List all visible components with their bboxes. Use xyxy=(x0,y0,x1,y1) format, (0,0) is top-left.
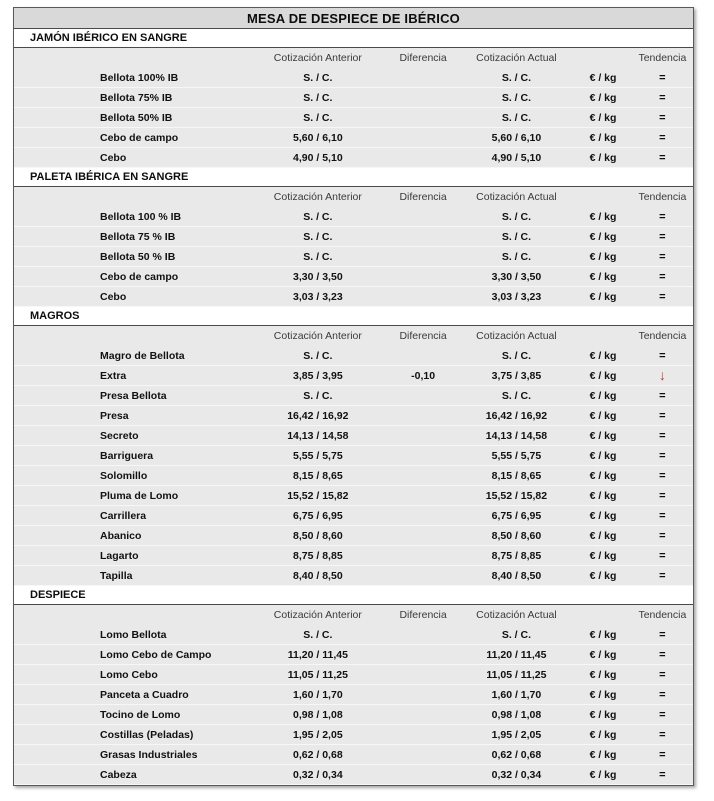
trend-down-icon: ↓ xyxy=(658,367,666,383)
product-row xyxy=(14,68,693,88)
product-name: Abanico xyxy=(100,529,142,542)
col-header-cotizacion-actual: Cotización Actual xyxy=(476,191,557,203)
quote-anterior: 8,75 / 8,85 xyxy=(293,549,343,562)
unit-label: € / kg xyxy=(589,549,617,562)
quote-anterior: 11,05 / 11,25 xyxy=(287,668,348,681)
trend-cell xyxy=(632,550,693,562)
trend-cell xyxy=(632,709,693,721)
unit-label: € / kg xyxy=(589,728,617,741)
trend-cell xyxy=(632,649,693,661)
trend-equal-icon: = xyxy=(659,250,666,263)
quote-anterior: 1,95 / 2,05 xyxy=(293,728,343,741)
trend-cell xyxy=(632,410,693,422)
product-name: Solomillo xyxy=(100,469,148,482)
quote-anterior: S. / C. xyxy=(303,111,333,124)
product-row xyxy=(14,745,693,765)
quote-actual: 6,75 / 6,95 xyxy=(491,509,542,522)
unit-label: € / kg xyxy=(589,748,617,761)
trend-equal-icon: = xyxy=(659,569,666,582)
product-name: Presa Bellota xyxy=(100,389,167,402)
trend-equal-icon: = xyxy=(659,290,666,303)
col-header-cotizacion-actual: Cotización Actual xyxy=(476,609,557,621)
product-name: Bellota 75% IB xyxy=(100,91,173,104)
product-row xyxy=(14,645,693,665)
quote-actual: 14,13 / 14,58 xyxy=(485,429,548,442)
trend-equal-icon: = xyxy=(659,389,666,402)
unit-label: € / kg xyxy=(589,429,617,442)
product-row xyxy=(14,446,693,466)
quote-actual: 5,55 / 5,75 xyxy=(491,449,542,462)
quote-anterior: 8,40 / 8,50 xyxy=(293,569,343,582)
product-row xyxy=(14,406,693,426)
trend-cell xyxy=(632,271,693,283)
quote-actual: S. / C. xyxy=(501,91,532,104)
unit-label: € / kg xyxy=(589,230,617,243)
quote-actual: 1,95 / 2,05 xyxy=(491,728,542,741)
quote-actual: 15,52 / 15,82 xyxy=(485,489,548,502)
product-row xyxy=(14,386,693,406)
col-header-diferencia: Diferencia xyxy=(399,609,447,621)
product-name: Presa xyxy=(100,409,129,422)
quote-anterior: 14,13 / 14,58 xyxy=(287,429,349,442)
section-title: DESPIECE xyxy=(30,589,86,601)
trend-cell xyxy=(632,629,693,641)
quote-actual: 8,75 / 8,85 xyxy=(491,549,542,562)
product-row xyxy=(14,546,693,566)
quote-anterior: 0,98 / 1,08 xyxy=(293,708,343,721)
quote-anterior: 3,30 / 3,50 xyxy=(293,270,343,283)
unit-label: € / kg xyxy=(589,210,617,223)
trend-equal-icon: = xyxy=(659,429,666,442)
unit-label: € / kg xyxy=(589,628,617,641)
quote-anterior: 0,32 / 0,34 xyxy=(293,768,343,781)
quote-actual: 11,20 / 11,45 xyxy=(486,648,547,661)
section-title: MAGROS xyxy=(30,310,80,322)
trend-cell xyxy=(632,470,693,482)
trend-cell xyxy=(632,368,693,383)
product-row xyxy=(14,526,693,546)
unit-label: € / kg xyxy=(589,768,617,781)
trend-equal-icon: = xyxy=(659,748,666,761)
quote-anterior: 16,42 / 16,92 xyxy=(287,409,349,422)
col-header-diferencia: Diferencia xyxy=(399,330,447,342)
product-name: Lomo Cebo de Campo xyxy=(100,648,212,661)
unit-label: € / kg xyxy=(589,648,617,661)
quote-anterior: 5,60 / 6,10 xyxy=(293,131,343,144)
unit-label: € / kg xyxy=(589,409,617,422)
section-header xyxy=(14,586,693,605)
col-header-cotizacion-actual: Cotización Actual xyxy=(476,330,557,342)
unit-label: € / kg xyxy=(589,290,617,303)
trend-equal-icon: = xyxy=(659,768,666,781)
quote-anterior: 11,20 / 11,45 xyxy=(287,648,348,661)
page-title: MESA DE DESPIECE DE IBÉRICO xyxy=(14,8,693,29)
column-header-row xyxy=(14,326,693,346)
quote-diferencia: -0,10 xyxy=(411,369,436,382)
product-name: Cebo xyxy=(100,290,127,303)
product-name: Extra xyxy=(100,369,127,382)
trend-cell xyxy=(632,350,693,362)
product-name: Cebo de campo xyxy=(100,131,179,144)
product-row xyxy=(14,247,693,267)
trend-cell xyxy=(632,390,693,402)
trend-cell xyxy=(632,92,693,104)
unit-label: € / kg xyxy=(589,529,617,542)
quote-anterior: 15,52 / 15,82 xyxy=(287,489,349,502)
col-header-tendencia: Tendencia xyxy=(638,609,687,621)
product-name: Bellota 100% IB xyxy=(100,71,179,84)
quote-anterior: S. / C. xyxy=(303,91,333,104)
trend-equal-icon: = xyxy=(659,509,666,522)
quote-anterior: S. / C. xyxy=(303,389,333,402)
product-name: Costillas (Peladas) xyxy=(100,728,194,741)
quote-anterior: 3,85 / 3,95 xyxy=(293,369,343,382)
product-row xyxy=(14,506,693,526)
trend-cell xyxy=(632,152,693,164)
quote-actual: 8,50 / 8,60 xyxy=(491,529,542,542)
quote-actual: 0,32 / 0,34 xyxy=(491,768,542,781)
quote-anterior: 3,03 / 3,23 xyxy=(293,290,343,303)
trend-equal-icon: = xyxy=(659,688,666,701)
product-name: Secreto xyxy=(100,429,139,442)
col-header-cotizacion-anterior: Cotización Anterior xyxy=(273,609,362,621)
quote-actual: S. / C. xyxy=(501,71,532,84)
trend-cell xyxy=(632,530,693,542)
trend-cell xyxy=(632,430,693,442)
product-name: Panceta a Cuadro xyxy=(100,688,189,701)
trend-equal-icon: = xyxy=(659,151,666,164)
product-name: Bellota 75 % IB xyxy=(100,230,176,243)
trend-cell xyxy=(632,490,693,502)
product-name: Cabeza xyxy=(100,768,137,781)
product-row xyxy=(14,486,693,506)
col-header-tendencia: Tendencia xyxy=(638,52,687,64)
product-name: Magro de Bellota xyxy=(100,349,185,362)
product-name: Lomo Bellota xyxy=(100,628,167,641)
unit-label: € / kg xyxy=(589,449,617,462)
quote-actual: S. / C. xyxy=(501,389,532,402)
trend-equal-icon: = xyxy=(659,230,666,243)
quote-actual: 1,60 / 1,70 xyxy=(491,688,542,701)
quote-actual: 8,40 / 8,50 xyxy=(491,569,542,582)
unit-label: € / kg xyxy=(589,569,617,582)
trend-cell xyxy=(632,132,693,144)
product-name: Lagarto xyxy=(100,549,139,562)
unit-label: € / kg xyxy=(589,688,617,701)
quote-actual: 5,60 / 6,10 xyxy=(491,131,542,144)
trend-equal-icon: = xyxy=(659,628,666,641)
product-row xyxy=(14,148,693,168)
trend-equal-icon: = xyxy=(659,728,666,741)
quote-anterior: S. / C. xyxy=(303,349,333,362)
trend-equal-icon: = xyxy=(659,71,666,84)
product-name: Tapilla xyxy=(100,569,133,582)
product-row xyxy=(14,108,693,128)
product-name: Bellota 50% IB xyxy=(100,111,173,124)
quote-anterior: 8,50 / 8,60 xyxy=(293,529,343,542)
trend-cell xyxy=(632,570,693,582)
trend-cell xyxy=(632,291,693,303)
col-header-tendencia: Tendencia xyxy=(638,330,687,342)
trend-cell xyxy=(632,231,693,243)
product-row xyxy=(14,685,693,705)
trend-cell xyxy=(632,729,693,741)
unit-label: € / kg xyxy=(589,349,617,362)
price-table xyxy=(13,7,694,786)
unit-label: € / kg xyxy=(589,71,617,84)
section-header xyxy=(14,307,693,326)
trend-equal-icon: = xyxy=(659,668,666,681)
trend-equal-icon: = xyxy=(659,131,666,144)
quote-anterior: S. / C. xyxy=(303,230,333,243)
product-row xyxy=(14,466,693,486)
product-name: Bellota 50 % IB xyxy=(100,250,176,263)
quote-anterior: 0,62 / 0,68 xyxy=(293,748,343,761)
trend-cell xyxy=(632,251,693,263)
unit-label: € / kg xyxy=(589,469,617,482)
trend-equal-icon: = xyxy=(659,648,666,661)
quote-actual: 0,62 / 0,68 xyxy=(491,748,542,761)
unit-label: € / kg xyxy=(589,369,617,382)
trend-cell xyxy=(632,450,693,462)
trend-equal-icon: = xyxy=(659,708,666,721)
section-header xyxy=(14,29,693,48)
quote-anterior: S. / C. xyxy=(303,250,333,263)
quote-actual: S. / C. xyxy=(501,628,532,641)
col-header-diferencia: Diferencia xyxy=(399,191,447,203)
unit-label: € / kg xyxy=(589,668,617,681)
section-title: PALETA IBÉRICA EN SANGRE xyxy=(30,171,189,183)
quote-actual: 16,42 / 16,92 xyxy=(485,409,548,422)
trend-cell xyxy=(632,211,693,223)
col-header-cotizacion-anterior: Cotización Anterior xyxy=(273,52,362,64)
product-row xyxy=(14,705,693,725)
unit-label: € / kg xyxy=(589,131,617,144)
quote-anterior: S. / C. xyxy=(303,628,333,641)
product-row xyxy=(14,207,693,227)
quote-actual: 3,75 / 3,85 xyxy=(491,369,542,382)
trend-equal-icon: = xyxy=(659,91,666,104)
product-row xyxy=(14,88,693,108)
product-name: Tocino de Lomo xyxy=(100,708,181,721)
unit-label: € / kg xyxy=(589,91,617,104)
product-row xyxy=(14,227,693,247)
col-header-tendencia: Tendencia xyxy=(638,191,687,203)
quote-actual: 3,30 / 3,50 xyxy=(491,270,542,283)
product-name: Pluma de Lomo xyxy=(100,489,179,502)
trend-cell xyxy=(632,669,693,681)
trend-equal-icon: = xyxy=(659,210,666,223)
quote-actual: 11,05 / 11,25 xyxy=(486,668,547,681)
product-name: Cebo de campo xyxy=(100,270,179,283)
trend-cell xyxy=(632,769,693,781)
quote-actual: S. / C. xyxy=(501,349,532,362)
product-name: Barriguera xyxy=(100,449,154,462)
trend-equal-icon: = xyxy=(659,529,666,542)
quote-actual: 8,15 / 8,65 xyxy=(491,469,542,482)
product-row xyxy=(14,725,693,745)
product-name: Bellota 100 % IB xyxy=(100,210,182,223)
unit-label: € / kg xyxy=(589,489,617,502)
unit-label: € / kg xyxy=(589,270,617,283)
trend-equal-icon: = xyxy=(659,469,666,482)
section-title: JAMÓN IBÉRICO EN SANGRE xyxy=(30,32,188,44)
quote-anterior: 6,75 / 6,95 xyxy=(293,509,343,522)
product-row xyxy=(14,625,693,645)
product-name: Lomo Cebo xyxy=(100,668,158,681)
quote-anterior: S. / C. xyxy=(303,71,333,84)
quote-actual: S. / C. xyxy=(501,210,532,223)
quote-actual: S. / C. xyxy=(501,111,532,124)
product-row xyxy=(14,287,693,307)
product-name: Grasas Industriales xyxy=(100,748,198,761)
section-header xyxy=(14,168,693,187)
product-row xyxy=(14,566,693,586)
price-table-body xyxy=(14,29,693,785)
trend-equal-icon: = xyxy=(659,409,666,422)
unit-label: € / kg xyxy=(589,708,617,721)
product-row xyxy=(14,426,693,446)
quote-actual: 3,03 / 3,23 xyxy=(491,290,542,303)
unit-label: € / kg xyxy=(589,250,617,263)
col-header-cotizacion-anterior: Cotización Anterior xyxy=(273,191,362,203)
column-header-row xyxy=(14,187,693,207)
product-row xyxy=(14,366,693,386)
column-header-row xyxy=(14,48,693,68)
quote-anterior: 4,90 / 5,10 xyxy=(293,151,343,164)
trend-equal-icon: = xyxy=(659,349,666,362)
product-row xyxy=(14,267,693,287)
product-row xyxy=(14,128,693,148)
unit-label: € / kg xyxy=(589,389,617,402)
trend-equal-icon: = xyxy=(659,111,666,124)
trend-equal-icon: = xyxy=(659,449,666,462)
col-header-cotizacion-actual: Cotización Actual xyxy=(476,52,557,64)
trend-equal-icon: = xyxy=(659,489,666,502)
product-row xyxy=(14,765,693,785)
product-name: Cebo xyxy=(100,151,127,164)
trend-equal-icon: = xyxy=(659,270,666,283)
unit-label: € / kg xyxy=(589,509,617,522)
unit-label: € / kg xyxy=(589,151,617,164)
product-row xyxy=(14,346,693,366)
col-header-diferencia: Diferencia xyxy=(399,52,447,64)
quote-actual: S. / C. xyxy=(501,230,532,243)
product-name: Carrillera xyxy=(100,509,147,522)
quote-actual: S. / C. xyxy=(501,250,532,263)
trend-cell xyxy=(632,510,693,522)
quote-actual: 4,90 / 5,10 xyxy=(491,151,542,164)
trend-equal-icon: = xyxy=(659,549,666,562)
trend-cell xyxy=(632,689,693,701)
unit-label: € / kg xyxy=(589,111,617,124)
quote-anterior: S. / C. xyxy=(303,210,333,223)
trend-cell xyxy=(632,72,693,84)
quote-anterior: 8,15 / 8,65 xyxy=(293,469,343,482)
product-row xyxy=(14,665,693,685)
column-header-row xyxy=(14,605,693,625)
quote-anterior: 5,55 / 5,75 xyxy=(293,449,343,462)
quote-anterior: 1,60 / 1,70 xyxy=(293,688,343,701)
quote-actual: 0,98 / 1,08 xyxy=(491,708,542,721)
trend-cell xyxy=(632,112,693,124)
col-header-cotizacion-anterior: Cotización Anterior xyxy=(273,330,362,342)
trend-cell xyxy=(632,749,693,761)
